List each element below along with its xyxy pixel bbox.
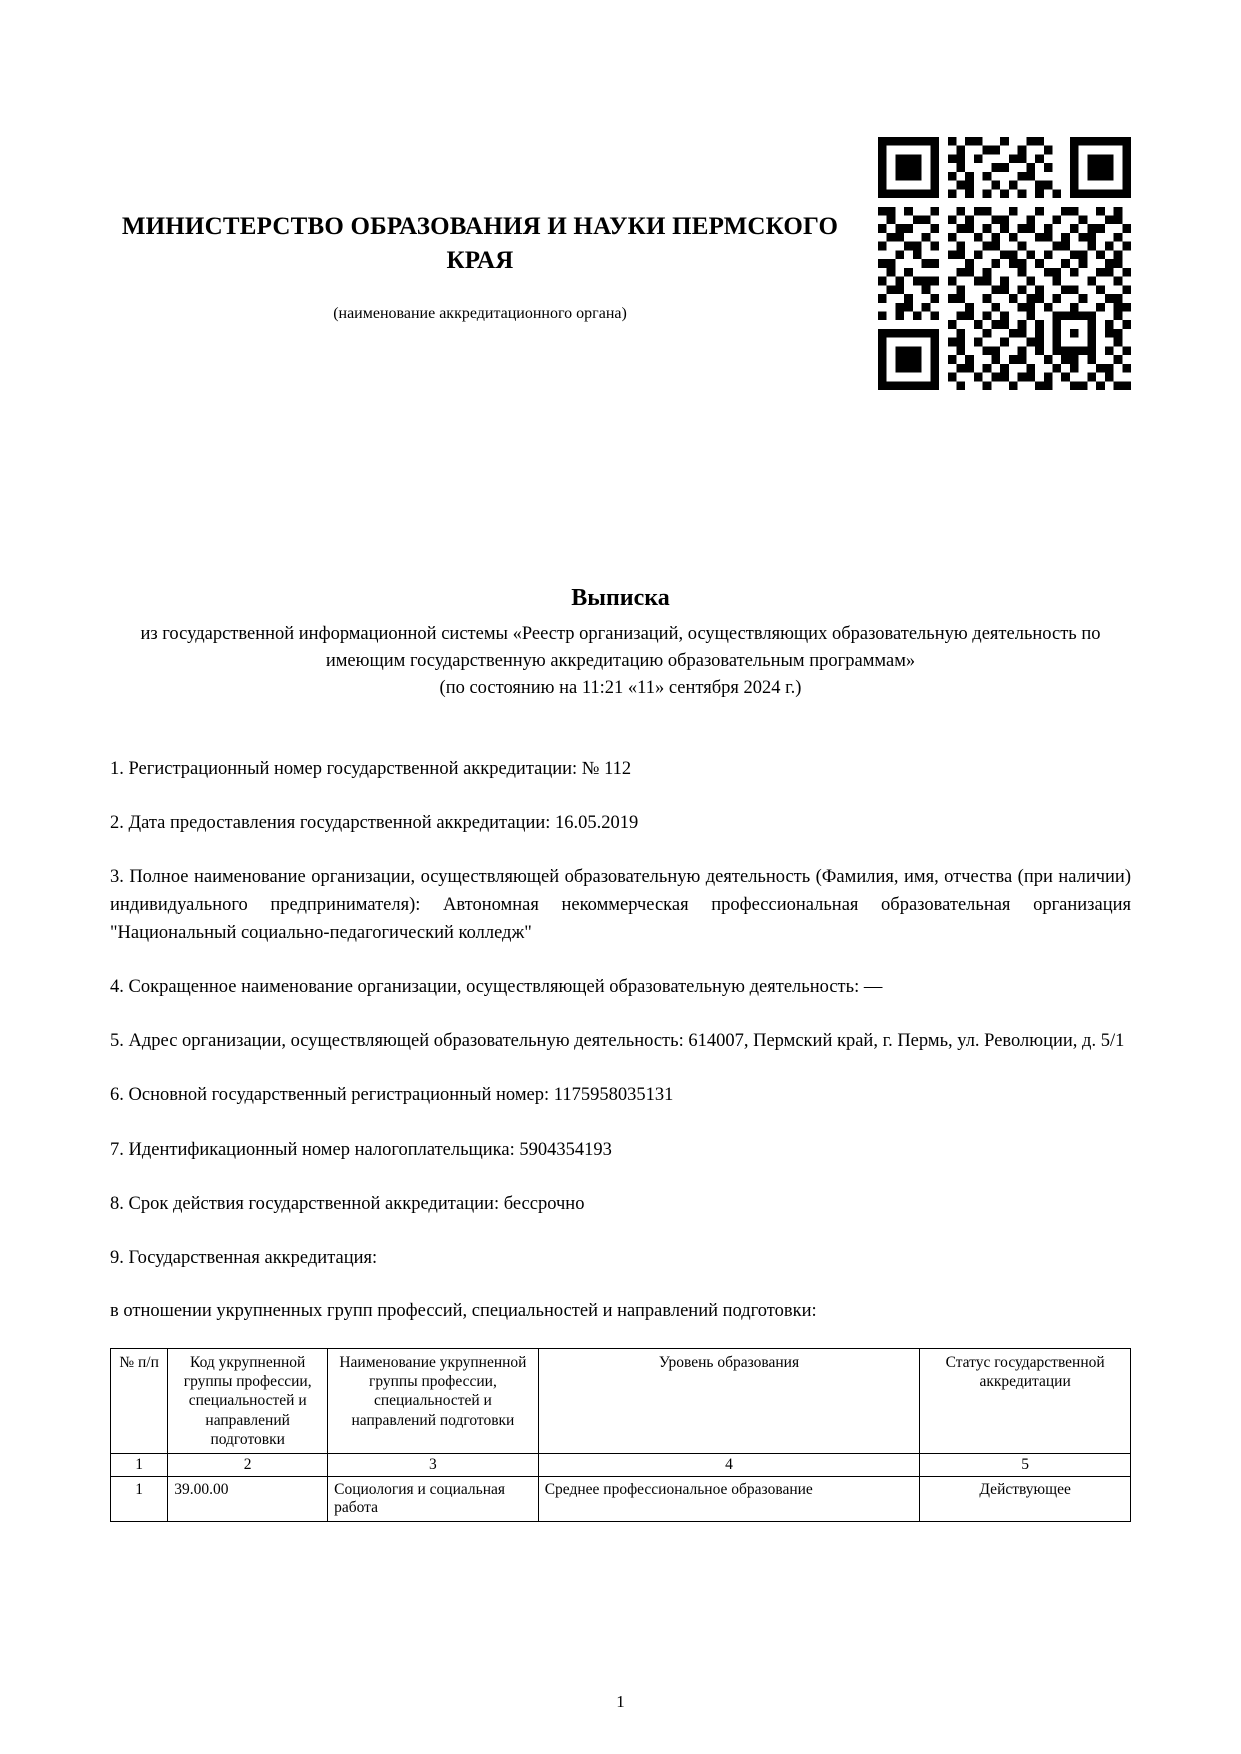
accreditation-table [110,1348,1131,1523]
table-column-number: 3 [328,1454,539,1477]
item-registration-number: 1. Регистрационный номер государственной аккредитации: № 112 [110,758,632,779]
table-column-number: 1 [111,1454,168,1477]
document-subtitle: из государственной информационной системы «Реестр организаций, осуществляющих образовательную деятельность по имеющим государственную аккредитацию образовательным программам» [140,624,1101,671]
organization-subtitle: (наименование аккредитационного органа) [333,305,627,322]
cell-np: 1 [111,1477,168,1522]
table-header-status: Статус государственной аккредитации [920,1348,1131,1454]
page-number: 1 [616,1692,625,1711]
table-header-code: Код укрупненной группы профессии, специальностей и направлений подготовки [168,1348,328,1454]
page-title: МИНИСТЕРСТВО ОБРАЗОВАНИЯ И НАУКИ ПЕРМСКОГО КРАЯ [121,213,839,274]
item-accreditation-date: 2. Дата предоставления государственной аккредитации: 16.05.2019 [110,812,639,833]
table-column-number: 4 [538,1454,920,1477]
table-header-np: № п/п [111,1348,168,1454]
cell-level: Среднее профессиональное образование [538,1477,920,1522]
item-ogrn: 6. Основной государственный регистрационный номер: 1175958035131 [110,1085,674,1106]
item-inn: 7. Идентификационный номер налогоплательщика: 5904354193 [110,1139,612,1160]
cell-status: Действующее [920,1477,1131,1522]
item-accreditation-term: 8. Срок действия государственной аккредитации: бессрочно [110,1193,585,1214]
table-column-numbers-row [111,1454,1131,1477]
table-note: в отношении укрупненных групп профессий, специальностей и направлений подготовки: [110,1300,817,1321]
table-header-name: Наименование укрупненной группы профессии, специальностей и направлений подготовки [328,1348,539,1454]
table-header-row [111,1348,1131,1454]
document-title: Выписка [571,585,670,611]
title-block [110,585,1131,699]
document-header [110,120,1131,350]
cell-code: 39.00.00 [168,1477,328,1522]
item-short-organization-name: 4. Сокращенное наименование организации, осуществляющей образовательную деятельность: — [110,977,883,998]
document-items [110,755,1131,1272]
item-organization-address: 5. Адрес организации, осуществляющей образовательную деятельность: 614007, Пермский край, г. Пермь, ул. Революции, д. 5/1 [110,1031,1125,1052]
item-full-organization-name: 3. Полное наименование организации, осуществляющей образовательную деятельность (Фамилия, имя, отчества (при наличии) индивидуального предпринимателя): Автономная некоммерческая профессиональная образовательная организация "Национальный социально-педагогический колледж" [110,866,1131,944]
cell-name: Социология и социальная работа [328,1477,539,1522]
table-column-number: 5 [920,1454,1131,1477]
table-row [111,1477,1131,1522]
item-state-accreditation: 9. Государственная аккредитация: [110,1247,378,1268]
document-date-line: (по состоянию на 11:21 «11» сентября 2024 г.) [439,677,802,698]
table-column-number: 2 [168,1454,328,1477]
qr-code-icon [878,137,1131,390]
table-header-level: Уровень образования [538,1348,920,1454]
